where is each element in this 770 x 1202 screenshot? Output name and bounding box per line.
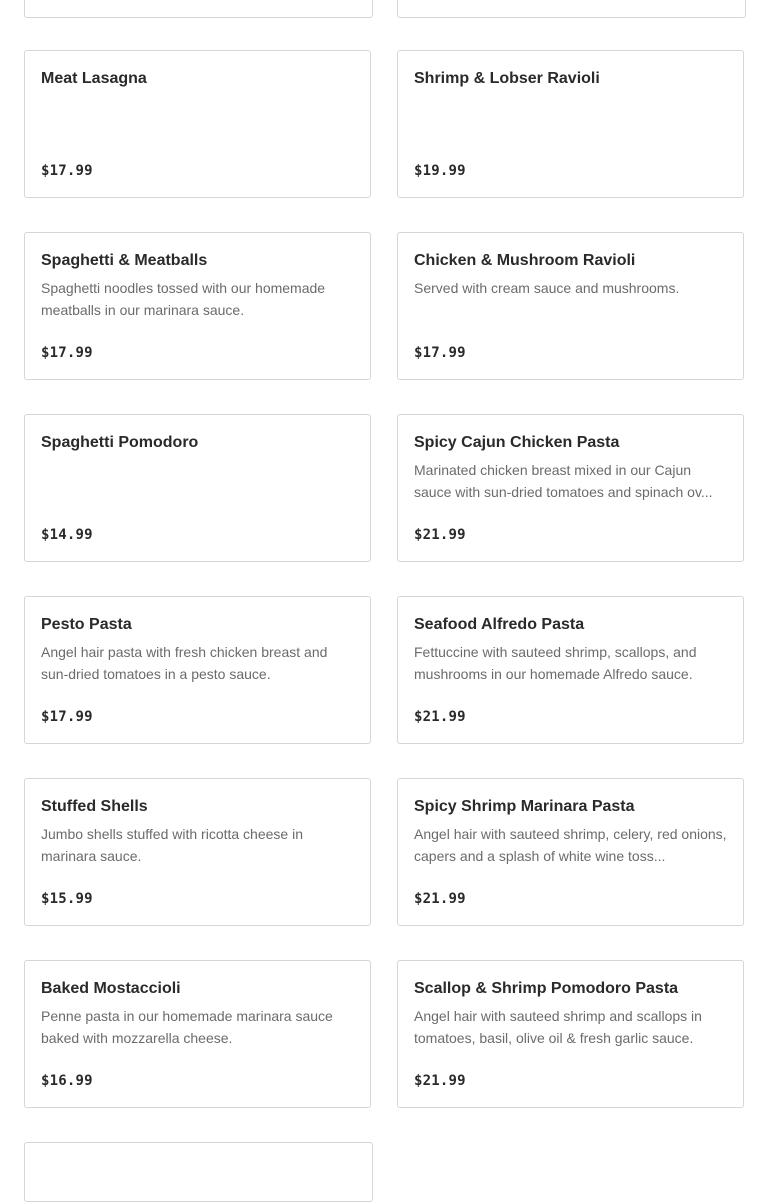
menu-item-name: Spaghetti & Meatballs bbox=[41, 252, 208, 269]
menu-item-name: Pesto Pasta bbox=[41, 616, 132, 633]
menu-item-description: Angel hair with sauteed shrimp, celery, red onions, capers and a splash of white wine toss... bbox=[414, 826, 727, 864]
menu-item-card-partial[interactable] bbox=[24, 0, 373, 18]
menu-item-name: Shrimp & Lobser Ravioli bbox=[414, 70, 600, 87]
menu-item-name: Seafood Alfredo Pasta bbox=[414, 616, 585, 633]
menu-item-price: $17.99 bbox=[41, 709, 93, 725]
menu-item-name: Scallop & Shrimp Pomodoro Pasta bbox=[414, 980, 679, 997]
menu-item-name: Chicken & Mushroom Ravioli bbox=[414, 252, 636, 269]
menu-item-card[interactable] bbox=[24, 232, 371, 380]
menu-item-price: $16.99 bbox=[41, 1073, 93, 1089]
menu-item-description: Penne pasta in our homemade marinara sauce baked with mozzarella cheese. bbox=[41, 1008, 333, 1046]
menu-item-price: $17.99 bbox=[41, 163, 93, 179]
menu-item-description: Fettuccine with sauteed shrimp, scallops, and mushrooms in our homemade Alfredo sauce. bbox=[414, 644, 697, 682]
menu-item-name: Meat Lasagna bbox=[41, 70, 147, 87]
menu-item-card[interactable] bbox=[24, 414, 371, 562]
menu-item-price: $17.99 bbox=[41, 345, 93, 361]
menu-item-card[interactable] bbox=[397, 960, 744, 1108]
menu-item-card[interactable] bbox=[24, 778, 371, 926]
menu-item-card[interactable] bbox=[397, 778, 744, 926]
menu-item-description: Angel hair with sauteed shrimp and scallops in tomatoes, basil, olive oil & fresh garlic sauce. bbox=[414, 1008, 702, 1046]
menu-item-price: $21.99 bbox=[414, 527, 466, 543]
menu-item-description: Marinated chicken breast mixed in our Cajun sauce with sun-dried tomatoes and spinach ov... bbox=[414, 462, 713, 500]
menu-item-card-partial[interactable] bbox=[397, 0, 746, 18]
menu-item-card-partial[interactable] bbox=[24, 1142, 373, 1202]
menu-item-card[interactable] bbox=[397, 50, 744, 198]
menu-item-description: Spaghetti noodles tossed with our homemade meatballs in our marinara sauce. bbox=[41, 280, 326, 318]
menu-item-name: Stuffed Shells bbox=[41, 798, 148, 815]
menu-item-name: Spicy Cajun Chicken Pasta bbox=[414, 434, 620, 451]
menu-item-card[interactable] bbox=[397, 414, 744, 562]
menu-item-description: Angel hair pasta with fresh chicken breast and sun-dried tomatoes in a pesto sauce. bbox=[41, 644, 328, 682]
menu-item-card[interactable] bbox=[24, 50, 371, 198]
menu-item-name: Baked Mostaccioli bbox=[41, 980, 181, 997]
menu-item-card[interactable] bbox=[397, 596, 744, 744]
menu-item-name: Spaghetti Pomodoro bbox=[41, 434, 199, 451]
menu-item-price: $17.99 bbox=[414, 345, 466, 361]
menu-item-price: $21.99 bbox=[414, 1073, 466, 1089]
menu-item-price: $14.99 bbox=[41, 527, 93, 543]
menu-item-price: $21.99 bbox=[414, 709, 466, 725]
menu-item-price: $19.99 bbox=[414, 163, 466, 179]
menu-item-price: $15.99 bbox=[41, 891, 93, 907]
menu-item-price: $21.99 bbox=[414, 891, 466, 907]
menu-item-name: Spicy Shrimp Marinara Pasta bbox=[414, 798, 635, 815]
menu-item-card[interactable] bbox=[397, 232, 744, 380]
menu-item-card[interactable] bbox=[24, 596, 371, 744]
menu-item-description: Jumbo shells stuffed with ricotta cheese in marinara sauce. bbox=[41, 826, 303, 864]
menu-item-description: Served with cream sauce and mushrooms. bbox=[414, 280, 680, 296]
menu-item-card[interactable] bbox=[24, 960, 371, 1108]
